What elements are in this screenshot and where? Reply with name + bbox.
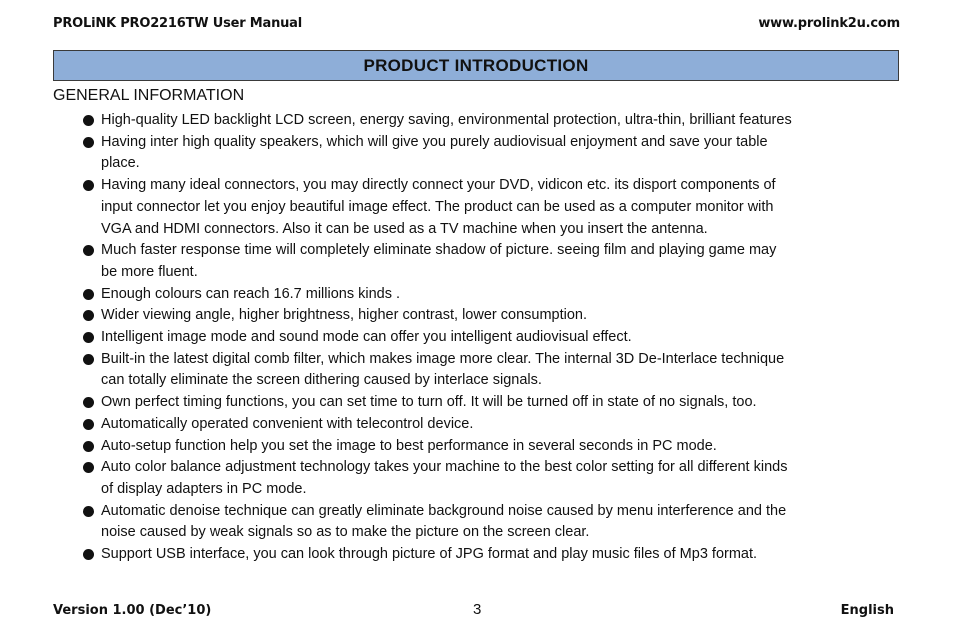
feature-line: input connector let you enjoy beautiful image effect. The product can be used as a computer monitor with — [101, 198, 774, 215]
feature-line: Automatically operated convenient with telecontrol device. — [101, 415, 474, 432]
feature-item — [80, 544, 900, 566]
feature-item — [80, 392, 900, 414]
feature-item — [80, 240, 900, 283]
feature-item — [80, 175, 900, 240]
feature-line: Automatic denoise technique can greatly eliminate background noise caused by menu interference and the — [101, 502, 787, 519]
bullet-icon — [83, 115, 94, 126]
feature-line: Intelligent image mode and sound mode can offer you intelligent audiovisual effect. — [101, 329, 632, 346]
bullet-icon — [83, 354, 94, 365]
feature-item — [80, 110, 900, 132]
feature-line: Enough colours can reach 16.7 millions kinds . — [101, 285, 401, 302]
bullet-icon — [83, 397, 94, 408]
bullet-icon — [83, 332, 94, 343]
feature-item — [80, 457, 900, 500]
bullet-icon — [83, 137, 94, 148]
feature-item — [80, 414, 900, 436]
feature-item — [80, 349, 900, 392]
feature-line: be more fluent. — [101, 263, 198, 280]
feature-line: place. — [101, 155, 140, 172]
feature-line: can totally eliminate the screen dithering caused by interlace signals. — [101, 372, 542, 389]
feature-line: High-quality LED backlight LCD screen, energy saving, environmental protection, ultra-thin, brilliant features — [101, 112, 792, 128]
feature-item — [80, 436, 900, 458]
bullet-icon — [83, 549, 94, 560]
bullet-icon — [83, 310, 94, 321]
feature-line: Own perfect timing functions, you can set time to turn off. It will be turned off in state of no signals, too. — [101, 394, 757, 411]
feature-item — [80, 327, 900, 349]
language-label: English — [840, 603, 894, 618]
manual-title: PROLiNK PRO2216TW User Manual — [53, 16, 303, 31]
feature-line: Built-in the latest digital comb filter, which makes image more clear. The internal 3D De-Interlace technique — [101, 350, 785, 367]
section-heading: GENERAL INFORMATION — [53, 87, 245, 104]
bullet-icon — [83, 289, 94, 300]
website-url: www.prolink2u.com — [758, 16, 900, 31]
feature-item — [80, 132, 900, 175]
bullet-icon — [83, 506, 94, 517]
bullet-icon — [83, 180, 94, 191]
feature-line: of display adapters in PC mode. — [101, 480, 307, 497]
feature-list — [80, 110, 900, 566]
bullet-icon — [83, 245, 94, 256]
feature-line: Support USB interface, you can look through picture of JPG format and play music files of Mp3 format. — [101, 546, 758, 563]
bullet-icon — [83, 462, 94, 473]
feature-line: VGA and HDMI connectors. Also it can be used as a TV machine when you insert the antenna. — [101, 220, 708, 237]
feature-line: Having inter high quality speakers, which will give you purely audiovisual enjoyment and save your table — [101, 133, 768, 150]
feature-item — [80, 284, 900, 306]
bullet-icon — [83, 419, 94, 430]
page-number: 3 — [473, 601, 482, 618]
feature-line: Wider viewing angle, higher brightness, higher contrast, lower consumption. — [101, 307, 587, 324]
bullet-icon — [83, 441, 94, 452]
version-label: Version 1.00 (Dec’10) — [53, 603, 212, 618]
feature-line: Much faster response time will completely eliminate shadow of picture. seeing film and playing game may — [101, 242, 777, 259]
feature-line: Having many ideal connectors, you may directly connect your DVD, vidicon etc. its disport components of — [101, 177, 776, 194]
feature-line: Auto color balance adjustment technology takes your machine to the best color setting for all different kinds — [101, 459, 788, 476]
feature-line: noise caused by weak signals so as to make the picture on the screen clear. — [101, 524, 590, 541]
feature-item — [80, 305, 900, 327]
feature-line: Auto-setup function help you set the image to best performance in several seconds in PC mode. — [101, 437, 717, 454]
section-banner: PRODUCT INTRODUCTION — [53, 50, 899, 81]
feature-item — [80, 501, 900, 544]
